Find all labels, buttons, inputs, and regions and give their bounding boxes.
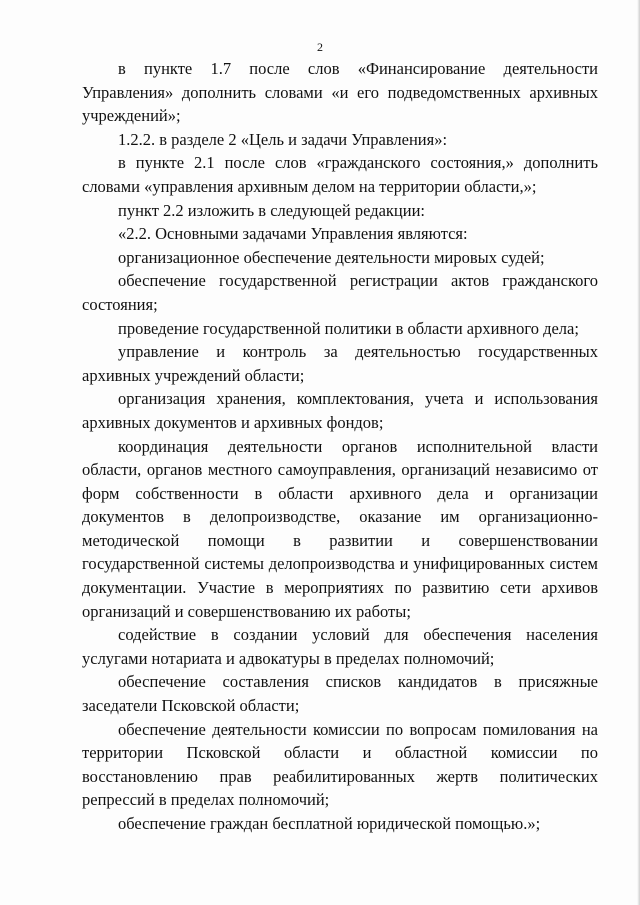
task-item: управление и контроль за деятельностью государственных архивных учреждений области; [82,342,598,385]
task-item: координация деятельности органов исполнительной власти области, органов местного самоуправления, организаций независимо от форм собственности в области архивного дела и организации документов в делопроизводстве, оказание им организационно-методической помощи в развитии и совершенствовании государственной системы делопроизводства и унифицированных систем документации. Участие в мероприятиях по развитию сети архивов организаций и совершенствованию их работы; [82,436,598,621]
task-item: обеспечение граждан бесплатной юридической помощью.»; [118,814,541,833]
task-item: организационное обеспечение деятельности мировых судей; [118,247,545,267]
paragraph-section-1-2-2: 1.2.2. в разделе 2 «Цель и задачи Управления»: [118,129,448,149]
task-item: организация хранения, комплектования, учета и использования архивных документов и архивных фондов; [82,389,598,432]
task-item: проведение государственной политики в области архивного дела; [118,318,579,338]
task-item: содействие в создании условий для обеспечения населения услугами нотариата и адвокатуры в пределах полномочий; [82,625,598,668]
paragraph-tasks-heading: «2.2. Основными задачами Управления являются: [118,224,468,244]
paragraph-clause-2-1: в пункте 2.1 после слов «гражданского состояния,» дополнить словами «управления архивным делом на территории области,»; [82,153,598,196]
task-item: обеспечение государственной регистрации актов гражданского состояния; [82,271,598,314]
task-item: обеспечение составления списков кандидатов в присяжные заседатели Псковской области; [82,672,598,716]
document-body [82,57,598,836]
paragraph-clause-1-7: в пункте 1.7 после слов «Финансирование деятельности Управления» дополнить словами «и его подведомственных архивных учреждений»; [82,59,598,126]
paragraph-clause-2-2-intro: пункт 2.2 изложить в следующей редакции: [118,200,426,220]
page-number: 2 [317,40,323,54]
task-item: обеспечение деятельности комиссии по вопросам помилования на территории Псковской области и областной комиссии по восстановлению прав реабилитированных жертв политических репрессий в пределах полномочий; [82,719,598,810]
